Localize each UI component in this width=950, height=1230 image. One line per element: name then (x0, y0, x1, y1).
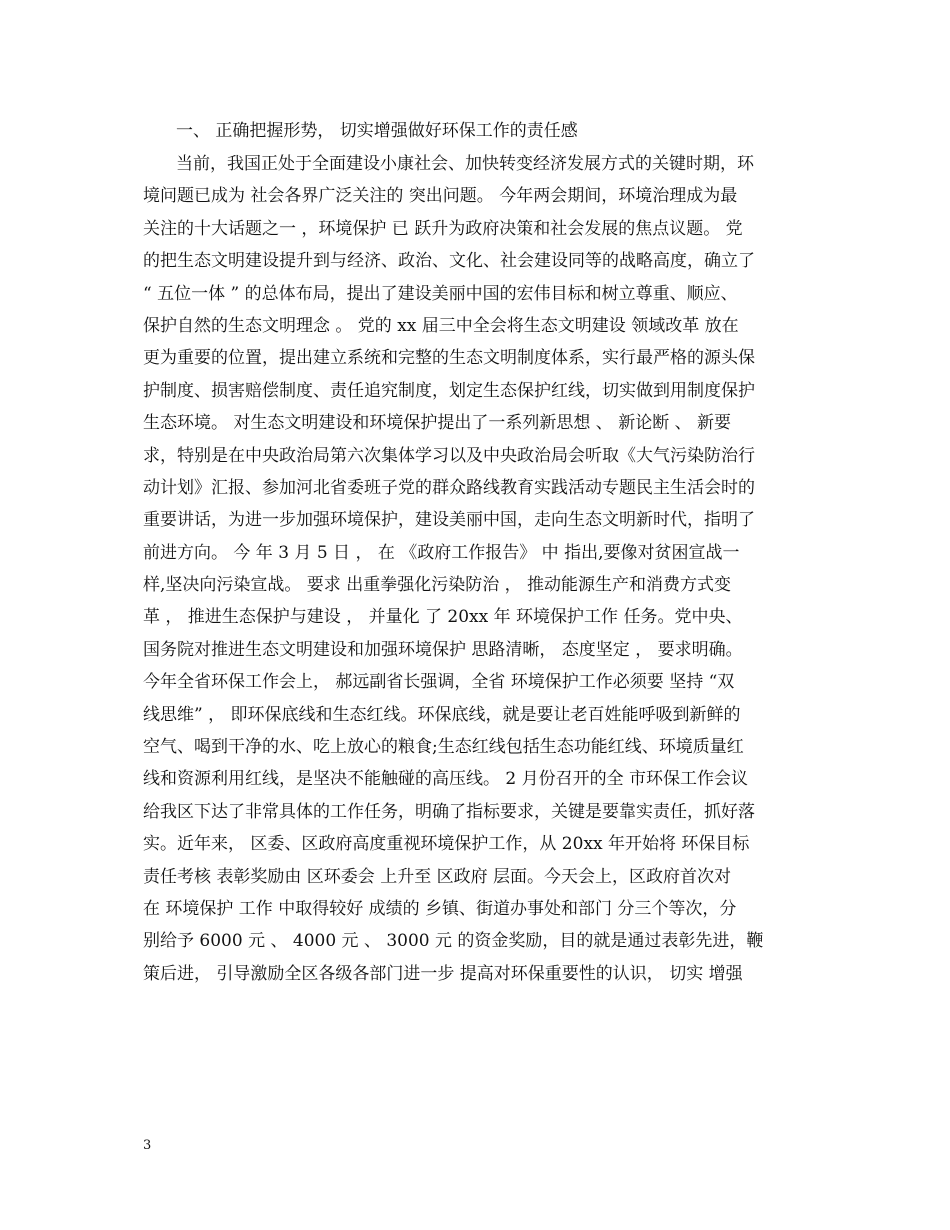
paragraph-line: 策后进， 引导激励全区各级各部门进一步 提高对环保重要性的认识， 切实 增强 (143, 963, 743, 984)
paragraph-line: 关注的十大话题之一 ，环境保护 已 跃升为政府决策和社会发展的焦点议题。 党 (143, 218, 743, 239)
page-number: 3 (143, 1138, 152, 1153)
paragraph-line: 给我区下达了非常具体的工作任务，明确了指标要求，关键是要靠实责任，抓好落 (143, 801, 755, 822)
paragraph-line: 在 环境保护 工作 中取得较好 成绩的 乡镇、街道办事处和部门 分三个等次，分 (143, 898, 737, 919)
paragraph-line: 生态环境。 对生态文明建设和环境保护提出了一系列新思想 、 新论断 、 新要 (143, 413, 732, 434)
paragraph-line: 动计划》汇报、参加河北省委班子党的群众路线教育实践活动专题民主生活会时的 (143, 477, 755, 498)
paragraph-line: 境问题已成为 社会各界广泛关注的 突出问题。 今年两会期间，环境治理成为最 (143, 186, 738, 207)
section-heading: 一、 正确把握形势， 切实增强做好环保工作的责任感 (176, 121, 578, 141)
paragraph-line: 前进方向。 今 年 3 月 5 日 ， 在 《政府工作报告》 中 指出,要像对贫困宣战一 (143, 542, 740, 563)
paragraph-line: 国务院对推进生态文明建设和加强环境保护 思路清晰， 态度坚定 ， 要求明确。 (143, 639, 743, 660)
paragraph-line: 空气、喝到干净的水、吃上放心的粮食;生态红线包括生态功能红线、环境质量红 (143, 737, 744, 758)
paragraph-line: 线思维” ， 即环保底线和生态红线。环保底线，就是要让老百姓能呼吸到新鲜的 (143, 704, 741, 725)
paragraph-line: 保护自然的生态文明理念 。 党的 xx 届三中全会将生态文明建设 领域改革 放在 (143, 315, 739, 336)
paragraph-line: 求，特别是在中央政治局第六次集体学习以及中央政治局会听取《大气污染防治行 (143, 445, 755, 466)
body-paragraph (143, 148, 823, 990)
paragraph-line: “ 五位一体 ” 的总体布局，提出了建设美丽中国的宏伟目标和树立尊重、顺应、 (143, 283, 738, 304)
paragraph-line: 今年全省环保工作会上， 郝远副省长强调，全省 环境保护工作必须要 坚持 “双 (143, 672, 735, 693)
paragraph-line: 当前，我国正处于全面建设小康社会、加快转变经济发展方式的关键时期，环 (176, 154, 754, 174)
paragraph-line: 更为重要的位置，提出建立系统和完整的生态文明制度体系，实行最严格的源头保 (143, 348, 755, 369)
paragraph-line: 实。近年来， 区委、区政府高度重视环境保护工作，从 20xx 年开始将 环保目标 (143, 834, 750, 855)
paragraph-line: 别给予 6000 元 、 4000 元 、 3000 元 的资金奖励，目的就是通过表彰先进，鞭 (143, 931, 764, 952)
paragraph-line: 的把生态文明建设提升到与经济、政治、文化、社会建设同等的战略高度，确立了 (143, 251, 755, 272)
paragraph-line: 革 ， 推进生态保护与建设 ， 并量化 了 20xx 年 环境保护工作 任务。党中央、 (143, 607, 743, 628)
paragraph-line: 样,坚决向污染宣战。 要求 出重拳强化污染防治 ， 推动能源生产和消费方式变 (143, 575, 732, 596)
paragraph-line: 责任考核 表彰奖励由 区环委会 上升至 区政府 层面。今天会上，区政府首次对 (143, 866, 732, 887)
paragraph-line: 护制度、损害赔偿制度、责任追究制度，划定生态保护红线，切实做到用制度保护 (143, 380, 755, 401)
paragraph-line: 重要讲话，为进一步加强环境保护，建设美丽中国，走向生态文明新时代，指明了 (143, 510, 755, 531)
paragraph-line: 线和资源利用红线，是坚决不能触碰的高压线。 2 月份召开的全 市环保工作会议 (143, 769, 749, 790)
